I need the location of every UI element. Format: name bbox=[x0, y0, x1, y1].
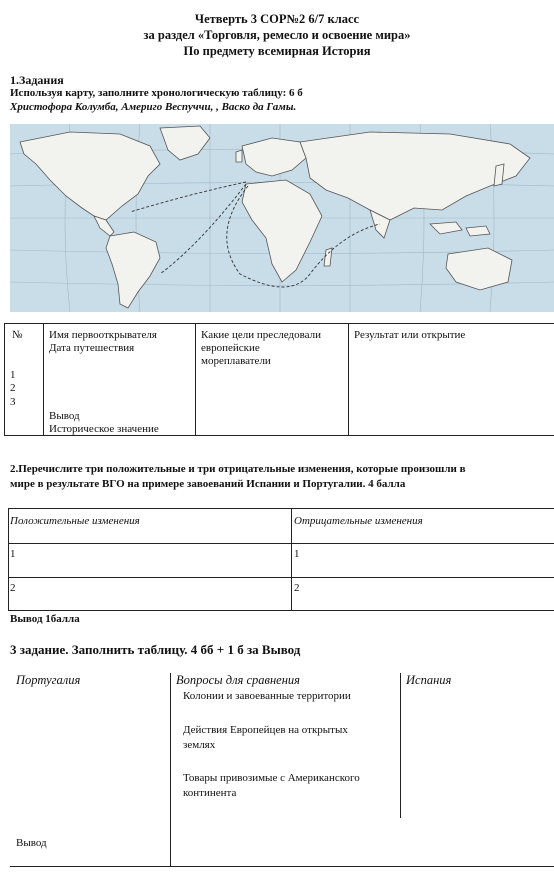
table3-col-questions: Вопросы для сравнения bbox=[176, 673, 300, 687]
header-line-1: Четверть 3 СОР№2 6/7 класс bbox=[194, 12, 360, 26]
table3-question: Колонии и завоеванные территории bbox=[183, 690, 351, 702]
table1-col-number: № bbox=[12, 329, 23, 341]
table2-col-negative: Отрицательные изменения bbox=[294, 515, 423, 527]
task1-explorer-names: Христофора Колумба, Америго Веспуччи, , Васко да Гамы. bbox=[10, 101, 297, 113]
table3-col-portugal: Португалия bbox=[16, 673, 81, 687]
table3-question: континента bbox=[183, 787, 237, 799]
task2-conclusion: Вывод 1балла bbox=[10, 613, 80, 625]
table3-question: Товары привозимые с Американского bbox=[183, 772, 360, 784]
table1-col-goals-2: европейские bbox=[201, 342, 260, 354]
header-line-2: за раздел «Торговля, ремесло и освоение мира» bbox=[143, 28, 411, 42]
table1-historical-significance: Историческое значение bbox=[49, 423, 159, 435]
table1-col-explorer-name: Имя первооткрывателя bbox=[49, 329, 157, 341]
table2-col-positive: Положительные изменения bbox=[10, 515, 140, 527]
world-map-image bbox=[10, 124, 554, 312]
table1-col-goals-3: мореплаватели bbox=[201, 355, 271, 367]
table1-row-number: 2 bbox=[10, 382, 16, 394]
table2-cell: 1 bbox=[10, 548, 16, 560]
table1-col-travel-date: Дата путешествия bbox=[49, 342, 135, 354]
task1-title: 1.Задания bbox=[10, 73, 64, 87]
table1-col-goals-1: Какие цели преследовали bbox=[201, 329, 321, 341]
table1-row-number: 3 bbox=[10, 396, 16, 408]
table2-cell: 2 bbox=[10, 582, 16, 594]
task3-title: 3 задание. Заполнить таблицу. 4 бб + 1 б за Вывод bbox=[10, 642, 301, 657]
task2-title: 2.Перечислите три положительные и три отрицательные изменения, которые произошли в bbox=[10, 463, 466, 475]
table3-question: землях bbox=[183, 739, 216, 751]
world-map bbox=[10, 124, 554, 312]
table3-conclusion: Вывод bbox=[16, 837, 47, 849]
table1-conclusion: Вывод bbox=[49, 410, 80, 422]
table2-cell: 2 bbox=[294, 582, 300, 594]
task1-instruction: Используя карту, заполните хронологическую таблицу: 6 б bbox=[10, 87, 303, 99]
table3-question: Действия Европейцев на открытых bbox=[183, 724, 348, 736]
table1-col-result: Результат или открытие bbox=[354, 329, 466, 341]
task2-title-line2: мире в результате ВГО на примере завоеваний Испании и Португалии. 4 балла bbox=[10, 478, 406, 490]
header-line-3: По предмету всемирная История bbox=[183, 44, 371, 58]
table3-col-spain: Испания bbox=[406, 673, 452, 687]
table1-row-number: 1 bbox=[10, 369, 16, 381]
table2-cell: 1 bbox=[294, 548, 300, 560]
